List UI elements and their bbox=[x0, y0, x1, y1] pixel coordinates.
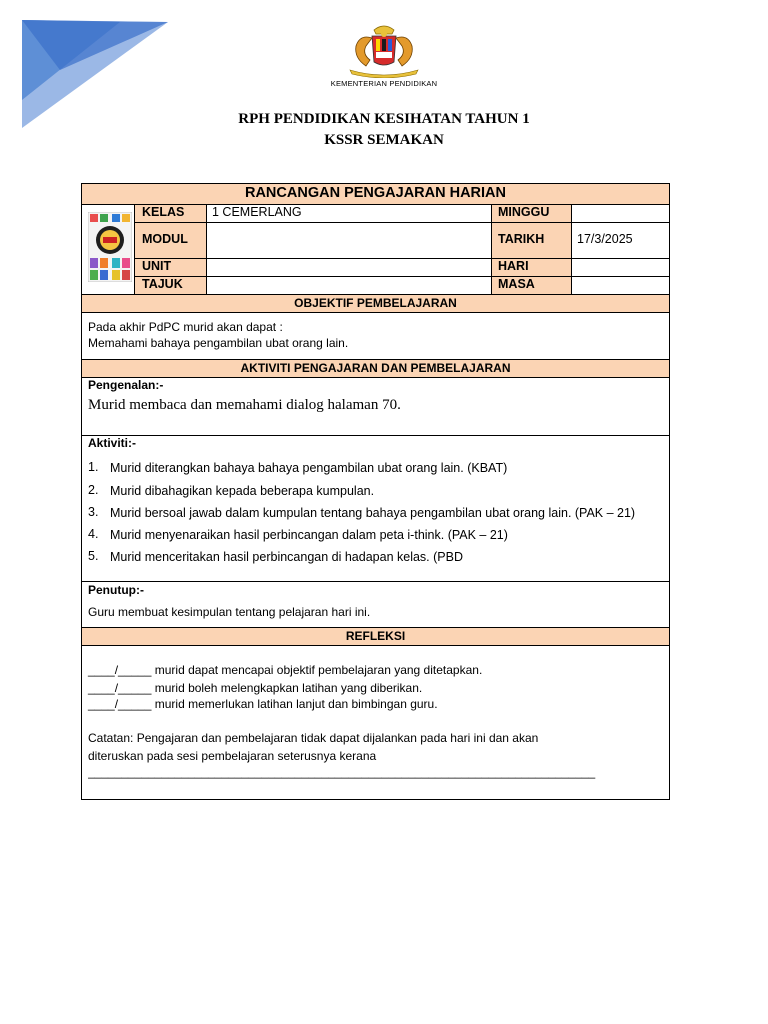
list-item: Murid dibahagikan kepada beberapa kumpulan. bbox=[110, 484, 375, 498]
document-subtitle: KSSR SEMAKAN bbox=[324, 132, 444, 148]
label-masa: MASA bbox=[498, 277, 535, 291]
label-tajuk: TAJUK bbox=[142, 277, 183, 291]
list-item-number: 2. bbox=[88, 483, 99, 497]
list-item: Murid menceritakan hasil perbincangan di hadapan kelas. (PBD bbox=[110, 550, 463, 564]
objektif-heading: OBJEKTIF PEMBELAJARAN bbox=[294, 296, 457, 310]
refleksi-line-1: ____/_____ murid dapat mencapai objektif pembelajaran yang ditetapkan. bbox=[88, 663, 483, 677]
list-item: Murid bersoal jawab dalam kumpulan tentang bahaya pengambilan ubat orang lain. (PAK – 21) bbox=[110, 506, 636, 520]
label-tarikh: TARIKH bbox=[498, 232, 545, 246]
catatan-line-1: Catatan: Pengajaran dan pembelajaran tidak dapat dijalankan pada hari ini dan akan bbox=[88, 731, 539, 745]
list-item: Murid menyenaraikan hasil perbincangan dalam peta i-think. (PAK – 21) bbox=[110, 528, 508, 542]
aktiviti-heading: AKTIVITI PENGAJARAN DAN PEMBELAJARAN bbox=[240, 361, 511, 375]
objektif-line-1: Pada akhir PdPC murid akan dapat : bbox=[88, 320, 283, 334]
list-item-number: 5. bbox=[88, 549, 99, 563]
list-item: Murid diterangkan bahaya bahaya pengambilan ubat orang lain. (KBAT) bbox=[110, 461, 508, 475]
label-minggu: MINGGU bbox=[498, 205, 550, 219]
value-tarikh: 17/3/2025 bbox=[577, 232, 633, 246]
label-unit: UNIT bbox=[142, 259, 172, 273]
objektif-line-2: Memahami bahaya pengambilan ubat orang lain. bbox=[88, 336, 349, 350]
penutup-text: Guru membuat kesimpulan tentang pelajaran hari ini. bbox=[88, 605, 371, 619]
label-hari: HARI bbox=[498, 259, 529, 273]
list-item-number: 4. bbox=[88, 527, 99, 541]
rph-table bbox=[81, 183, 670, 800]
list-item-number: 1. bbox=[88, 460, 99, 474]
textbook-cover-image bbox=[88, 212, 132, 282]
table-title: RANCANGAN PENGAJARAN HARIAN bbox=[244, 185, 506, 201]
refleksi-heading: REFLEKSI bbox=[345, 629, 406, 643]
penutup-label: Penutup:- bbox=[88, 583, 144, 597]
label-kelas: KELAS bbox=[142, 205, 185, 219]
refleksi-line-2: ____/_____ murid boleh melengkapkan latihan yang diberikan. bbox=[88, 681, 423, 695]
label-modul: MODUL bbox=[142, 232, 188, 246]
ministry-logo bbox=[318, 24, 450, 94]
value-kelas: 1 CEMERLANG bbox=[212, 205, 302, 219]
aktiviti-label: Aktiviti:- bbox=[88, 436, 136, 450]
coat-of-arms-icon bbox=[336, 24, 432, 78]
list-item-number: 3. bbox=[88, 505, 99, 519]
pengenalan-text: Murid membaca dan memahami dialog halaman 70. bbox=[88, 397, 401, 413]
document-title: RPH PENDIDIKAN KESIHATAN TAHUN 1 bbox=[238, 111, 530, 127]
refleksi-line-3: ____/_____ murid memerlukan latihan lanjut dan bimbingan guru. bbox=[88, 697, 438, 711]
pengenalan-label: Pengenalan:- bbox=[88, 378, 164, 392]
catatan-line-2: diteruskan pada sesi pembelajaran seterusnya kerana bbox=[88, 749, 377, 763]
ministry-name: KEMENTERIAN PENDIDIKAN bbox=[330, 79, 438, 88]
catatan-blank-line: ____________________________________________________________________________ bbox=[88, 765, 596, 779]
